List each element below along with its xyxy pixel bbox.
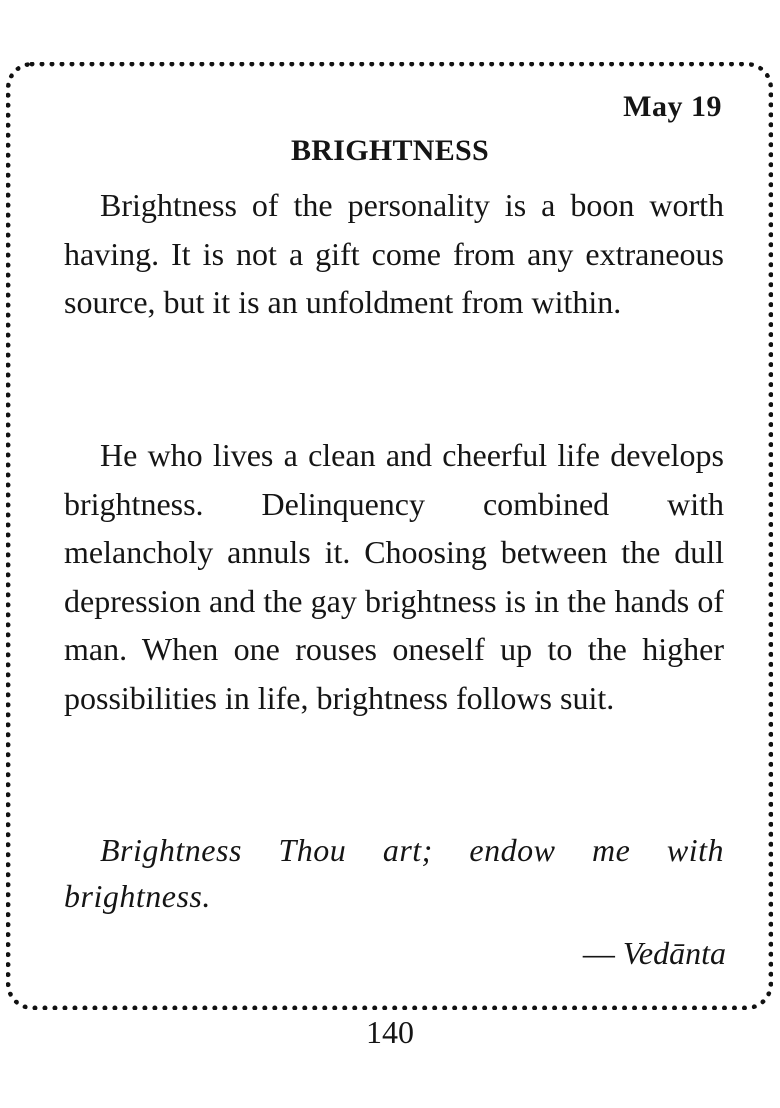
attribution-source: Vedānta [622,935,726,971]
page-title: BRIGHTNESS [290,134,490,167]
attribution-dash: — [582,935,623,971]
entry-date: May 19 [623,90,722,123]
paragraph-1: Brightness of the personality is a boon worth having. It is not a gift come from any extraneous source, but it is an unfoldment from within. [64,187,724,320]
prayer-quote: Brightness Thou art; endow me with brightness. [64,832,724,914]
paragraph-2: He who lives a clean and cheerful life develops brightness. Delinquency combined with melancholy annuls it. Choosing between the dull depression and the gay brightness is in the hands of man. When one rouses oneself up to the higher possibilities in life, brightness follows suit. [64,437,724,716]
attribution [583,930,726,976]
page-number: 140 [366,1014,414,1050]
